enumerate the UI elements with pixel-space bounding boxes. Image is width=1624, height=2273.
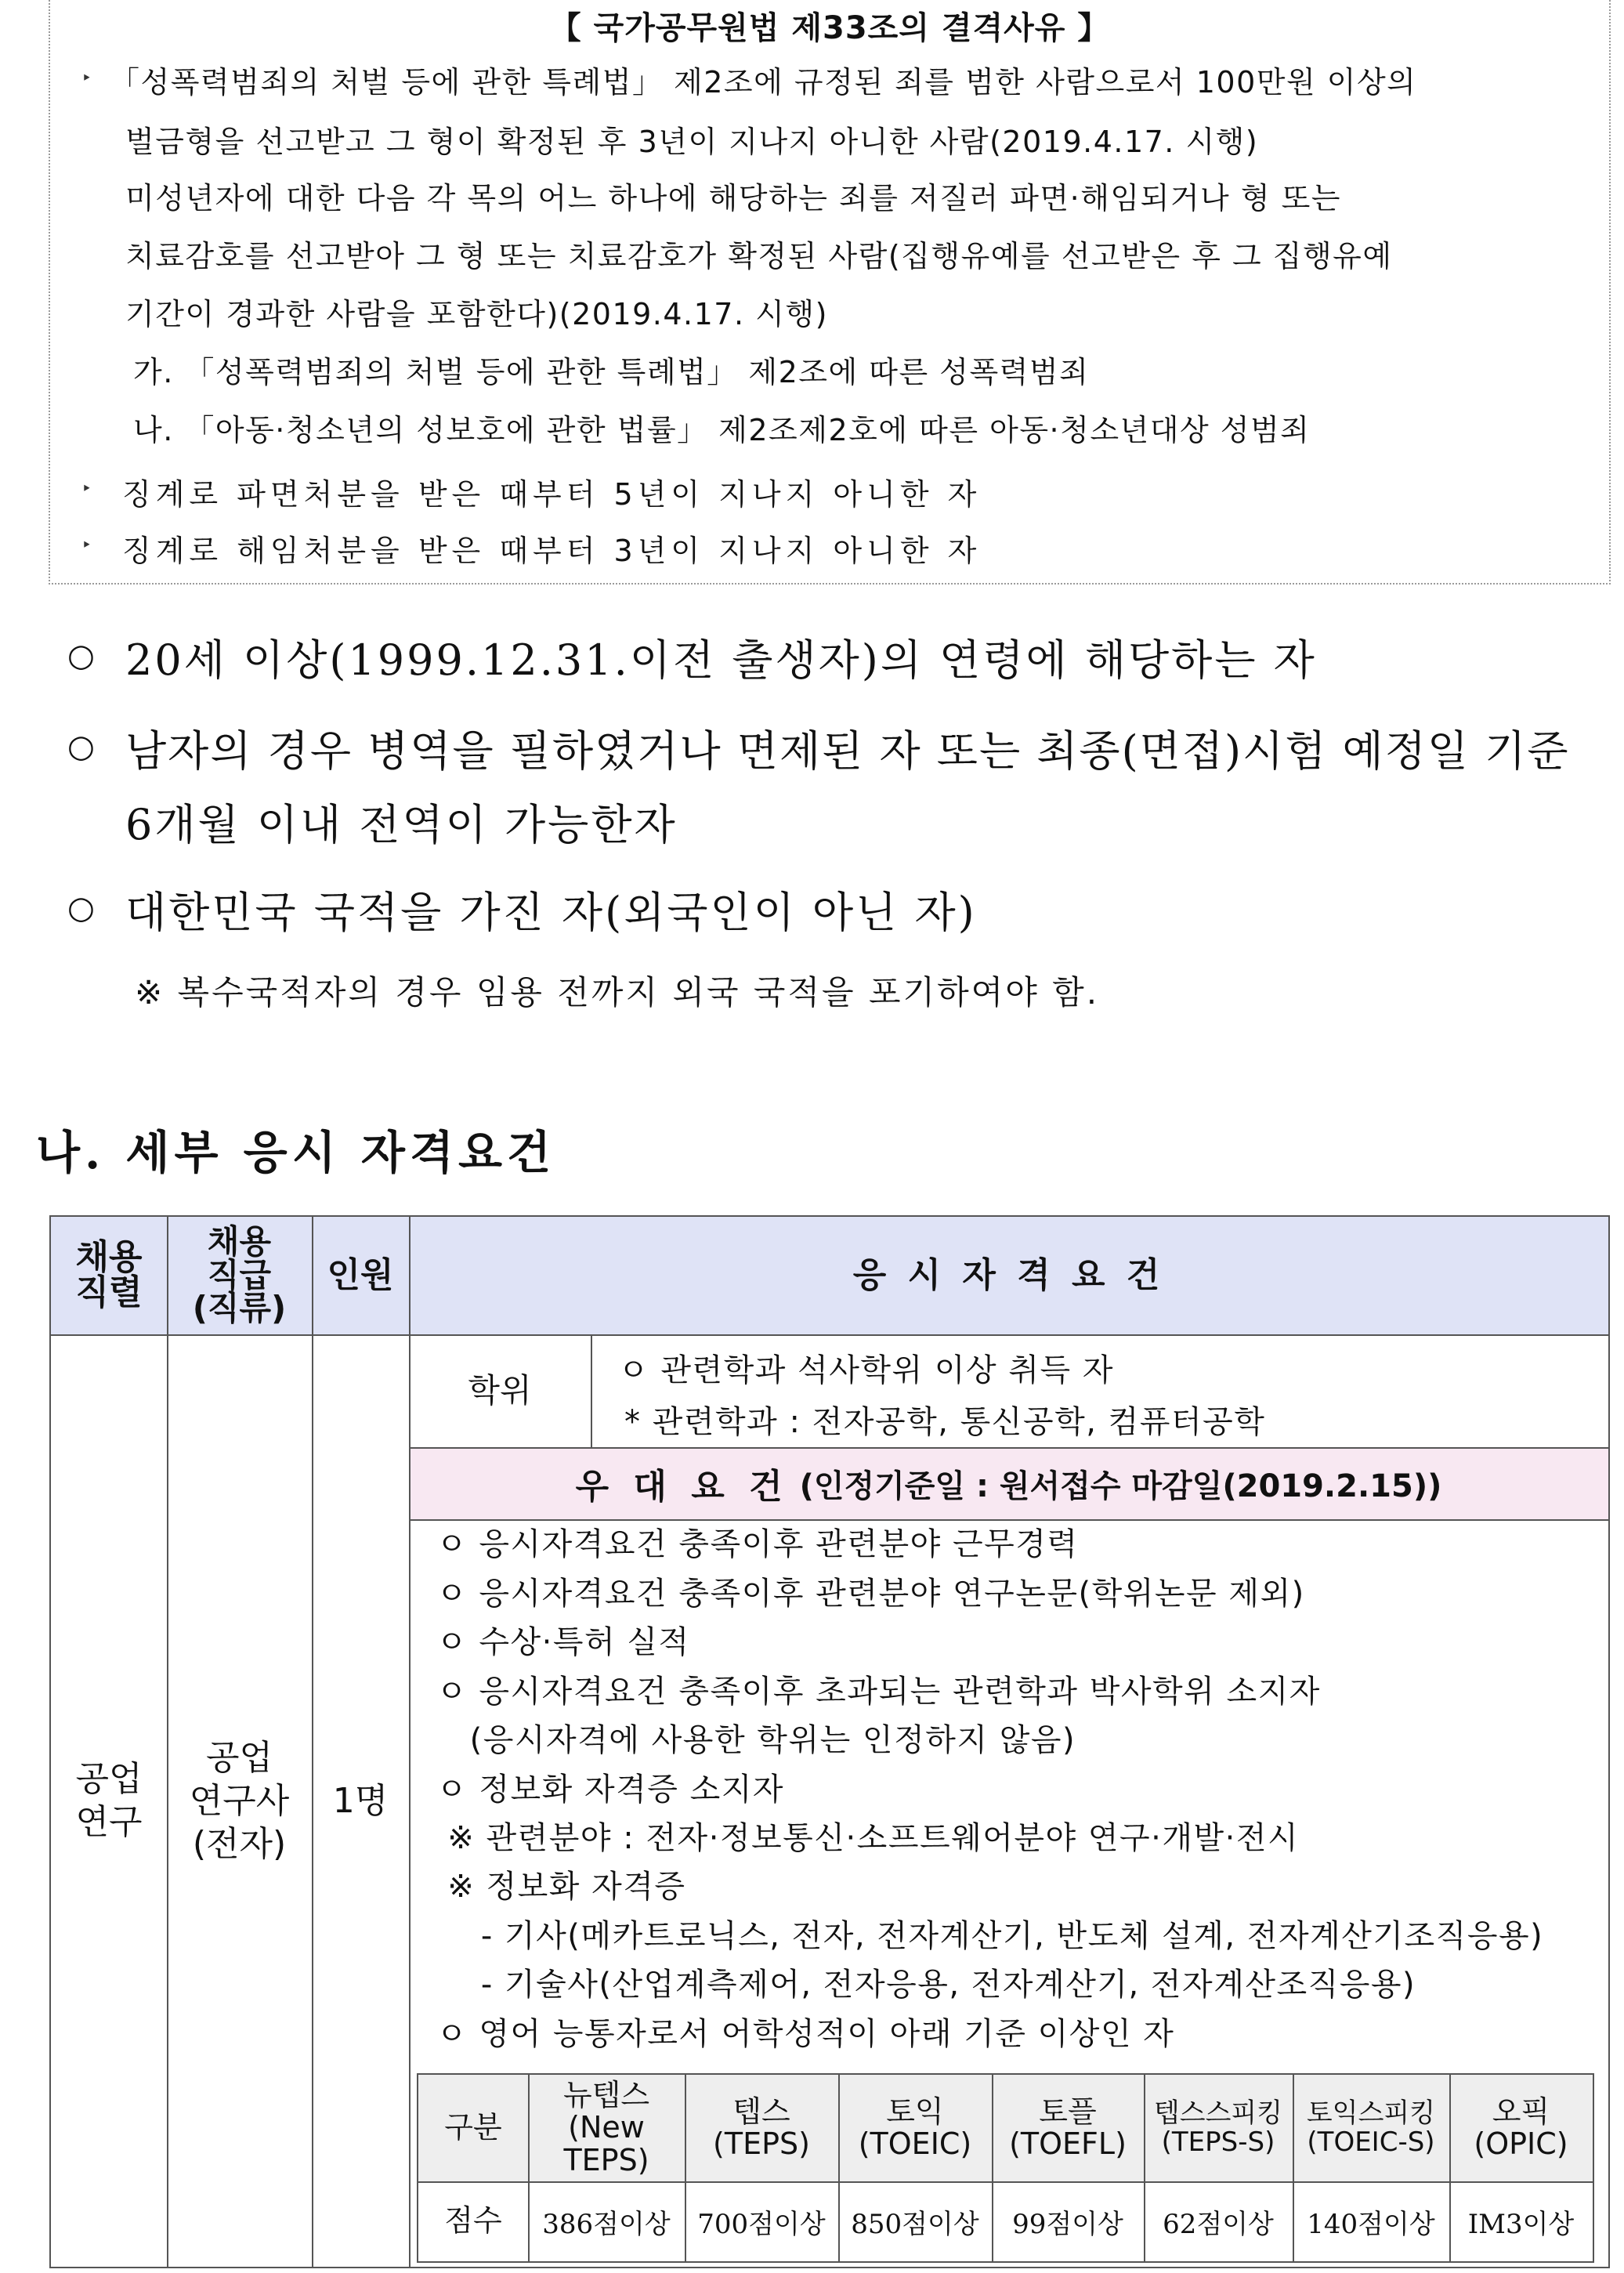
preference-item: ㅇ 수상·특허 실적 (436, 1624, 690, 1660)
preference-item: ㅇ 영어 능통자로서 어학성적이 아래 기준 이상인 자 (436, 2016, 1175, 2052)
bullet-icon: ‣ (81, 69, 92, 89)
eng-test-cell (528, 2075, 685, 2181)
header-headcount (312, 1217, 409, 1334)
eng-head-label: 구분 (444, 2110, 502, 2145)
preference-item: - 기술사(산업계측제어, 전자응용, 전자계산기, 전자계산조직응용) (436, 1967, 1416, 2003)
header-requirements (409, 1217, 1608, 1334)
eng-table-divider (1449, 2075, 1451, 2261)
preference-item: ※ 관련분야 : 전자·정보통신·소프트웨어분야 연구·개발·전시 (436, 1820, 1300, 1856)
eng-score-label: 점수 (444, 2203, 502, 2239)
eng-score-cell (1293, 2181, 1449, 2261)
header-headcount-label: 인원 (327, 1254, 394, 1295)
preference-title: 우 대 요 건 (575, 1467, 789, 1507)
table-divider (409, 1447, 1608, 1449)
cell-job-grade (167, 1334, 312, 2267)
eng-score-cell (1449, 2181, 1593, 2261)
preference-item: ※ 정보화 자격증 (436, 1869, 686, 1905)
preference-subtitle: (인정기준일 : 원서접수 마감일(2019.2.15)) (799, 1468, 1442, 1504)
cell-job-category (51, 1334, 167, 2267)
eng-test-cell (992, 2075, 1144, 2181)
preference-header (409, 1447, 1608, 1519)
eng-table-divider (528, 2075, 530, 2261)
item1-line2: 벌금형을 선고받고 그 형이 확정된 후 3년이 지나지 아니한 사람(2019.4.17. 시행) (125, 125, 1259, 159)
header-job-grade (167, 1217, 312, 1334)
eng-test-cell (1293, 2075, 1449, 2181)
eng-score-value: 99점이상 (1012, 2208, 1123, 2240)
item1-line5: 기간이 경과한 사람을 포함한다)(2019.4.17. 시행) (125, 297, 828, 331)
job-grade-value: 공업 연구사 (전자) (189, 1737, 290, 1864)
table-divider (312, 1217, 313, 2267)
cell-headcount (312, 1334, 409, 2267)
job-category-value: 공업 연구 (75, 1759, 143, 1842)
eng-score-cell (1144, 2181, 1293, 2261)
headcount-value: 1명 (332, 1780, 389, 1821)
preference-item: ㅇ 정보화 자격증 소지자 (436, 1772, 785, 1808)
eng-table-divider (685, 2075, 686, 2261)
nationality-note: ※ 복수국적자의 경우 임용 전까지 외국 국적을 포기하여야 함. (135, 973, 1100, 1012)
eng-test-name: 뉴텝스 (New TEPS) (562, 2078, 650, 2177)
cell-degree-label (409, 1334, 591, 1447)
item1-line3: 미성년자에 대한 다음 각 목의 어느 하나에 해당하는 죄를 저질러 파면·해임되거나 형 또는 (125, 181, 1342, 215)
eng-table-divider (1144, 2075, 1145, 2261)
item2: 징계로 파면처분을 받은 때부터 5년이 지나지 아니한 자 (122, 477, 982, 512)
eng-score-value: 850점이상 (851, 2208, 979, 2240)
eng-score-value: 140점이상 (1307, 2208, 1435, 2240)
bullet-icon: ‣ (81, 536, 92, 556)
military-requirement-line2: 6개월 이내 전역이 가능한자 (125, 800, 678, 849)
eng-test-name: 텝스스피킹 (TEPS-S) (1153, 2097, 1283, 2158)
eng-test-cell (1144, 2075, 1293, 2181)
header-job-category (51, 1217, 167, 1334)
table-divider (167, 1217, 168, 2267)
eng-test-name: 토익 (TOEIC) (858, 2094, 972, 2161)
eng-test-name: 오픽 (OPIC) (1474, 2094, 1568, 2161)
eng-test-name: 텝스 (TEPS) (713, 2094, 810, 2161)
eng-test-name: 토플 (TOEFL) (1009, 2094, 1127, 2161)
eng-score-label-cell (418, 2181, 528, 2261)
eng-test-cell (838, 2075, 992, 2181)
preference-item: ㅇ 응시자격요건 충족이후 초과되는 관련학과 박사학위 소지자 (436, 1674, 1321, 1710)
english-score-table (417, 2073, 1594, 2263)
eng-table-divider (1293, 2075, 1294, 2261)
preference-item: (응시자격에 사용한 학위는 인정하지 않음) (436, 1722, 1076, 1758)
eng-score-cell (685, 2181, 838, 2261)
eng-test-cell (1449, 2075, 1593, 2181)
military-requirement-line1: 남자의 경우 병역을 필하였거나 면제된 자 또는 최종(면접)시험 예정일 기준 (125, 726, 1570, 776)
eng-head-label-cell (418, 2075, 528, 2181)
eng-test-name: 토익스피킹 (TOEIC-S) (1306, 2097, 1436, 2158)
preference-item: - 기사(메카트로닉스, 전자, 전자계산기, 반도체 설계, 전자계산기조직응용) (436, 1918, 1544, 1954)
table-divider (409, 1217, 411, 2267)
sub-item-na: 나. 「아동·청소년의 성보호에 관한 법률」 제2조제2호에 따른 아동·청소년대상 성범죄 (133, 413, 1311, 447)
circle-bullet-icon: ○ (67, 638, 95, 674)
table-divider (409, 1519, 1608, 1521)
eng-score-value: 386점이상 (542, 2208, 671, 2240)
table-divider (591, 1334, 592, 1447)
header-requirements-label: 응 시 자 격 요 건 (852, 1254, 1165, 1295)
eng-score-cell (992, 2181, 1144, 2261)
circle-bullet-icon: ○ (67, 729, 95, 765)
degree-line1: ㅇ 관련학과 석사학위 이상 취득 자 (618, 1352, 1115, 1388)
eng-score-value: 62점이상 (1163, 2208, 1274, 2240)
nationality-requirement: 대한민국 국적을 가진 자(외국인이 아닌 자) (125, 888, 977, 937)
eng-table-divider (838, 2075, 840, 2261)
table-divider (51, 1334, 1608, 1336)
preference-item: ㅇ 응시자격요건 충족이후 관련분야 근무경력 (436, 1526, 1079, 1562)
circle-bullet-icon: ○ (67, 890, 95, 926)
eng-score-cell (838, 2181, 992, 2261)
degree-line2: * 관련학과 : 전자공학, 통신공학, 컴퓨터공학 (624, 1404, 1266, 1440)
section-heading: 나. 세부 응시 자격요건 (36, 1126, 556, 1179)
sub-item-ga: 가. 「성폭력범죄의 처벌 등에 관한 특례법」 제2조에 따른 성폭력범죄 (133, 355, 1090, 389)
item3: 징계로 해임처분을 받은 때부터 3년이 지나지 아니한 자 (122, 534, 982, 568)
item1-line4: 치료감호를 선고받아 그 형 또는 치료감호가 확정된 사람(집행유예를 선고받은 후 그 집행유예 (125, 239, 1393, 273)
degree-label: 학위 (468, 1370, 532, 1410)
eng-table-divider (418, 2181, 1593, 2183)
eng-score-value: IM3이상 (1467, 2208, 1575, 2240)
header-job-grade-label: 채용 직급 (직류) (192, 1222, 287, 1328)
item1-line1: 「성폭력범죄의 처벌 등에 관한 특례법」 제2조에 규정된 죄를 범한 사람으로서 100만원 이상의 (110, 65, 1417, 100)
eng-test-cell (685, 2075, 838, 2181)
header-job-category-label: 채용 직렬 (75, 1237, 143, 1312)
eng-score-cell (528, 2181, 685, 2261)
bullet-icon: ‣ (81, 480, 92, 499)
eng-table-divider (992, 2075, 993, 2261)
box-title: 【 국가공무원법 제33조의 결격사유 】 (549, 10, 1110, 46)
age-requirement: 20세 이상(1999.12.31.이전 출생자)의 연령에 해당하는 자 (125, 635, 1317, 685)
preference-item: ㅇ 응시자격요건 충족이후 관련분야 연구논문(학위논문 제외) (436, 1576, 1305, 1612)
eng-score-value: 700점이상 (697, 2208, 826, 2240)
